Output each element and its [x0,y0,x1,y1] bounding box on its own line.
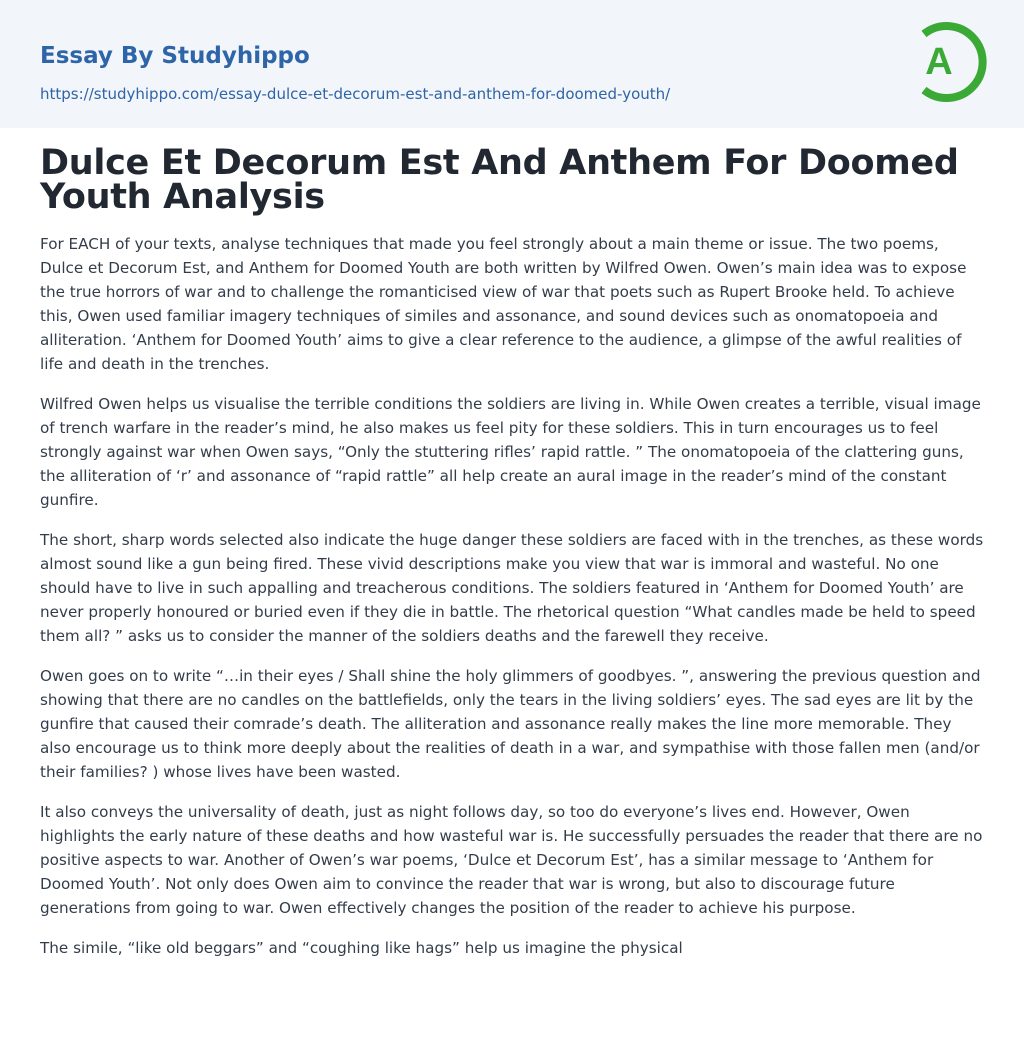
brand-title: Essay By Studyhippo [40,43,310,69]
logo-letter: A [925,41,953,83]
studyhippo-logo-icon[interactable] [912,18,988,106]
paragraph: It also conveys the universality of death, just as night follows day, so too do everyone’s lives end. However, Owen highlights the early nature of these deaths and how wasteful war is. He successfully persuades the reader that there are no positive aspects to war. Another of Owen’s war poems, ‘Dulce et Decorum Est’, has a similar message to ‘Anthem for Doomed Youth’. Not only does Owen aim to convince the reader that war is wrong, but also to discourage future generations from going to war. Owen effectively changes the position of the reader to achieve his purpose. [40,803,983,917]
paragraph: The short, sharp words selected also indicate the huge danger these soldiers are faced with in the trenches, as these words almost sound like a gun being fired. These vivid descriptions make you view that war is immoral and wasteful. No one should have to live in such appalling and treacherous conditions. The soldiers featured in ‘Anthem for Doomed Youth’ are never properly honoured or buried even if they die in battle. The rhetorical question “What candles made be held to speed them all? ” asks us to consider the manner of the soldiers deaths and the farewell they receive. [40,531,984,645]
article [40,143,986,976]
paragraph-truncated: The simile, “like old beggars” and “coughing like hags” help us imagine the physical [40,939,683,957]
paragraph: For EACH of your texts, analyse techniques that made you feel strongly about a main theme or issue. The two poems, Dulce et Decorum Est, and Anthem for Doomed Youth are both written by Wilfred Owen. Owen’s main idea was to expose the true horrors of war and to challenge the romanticised view of war that poets such as Rupert Brooke held. To achieve this, Owen used familiar imagery techniques of similes and assonance, and sound devices such as onomatopoeia and alliteration. ‘Anthem for Doomed Youth’ aims to give a clear reference to the audience, a glimpse of the awful realities of life and death in the trenches. [40,235,967,373]
page-title: Dulce Et Decorum Est And Anthem For Doomed Youth Analysis [40,143,959,217]
paragraph: Owen goes on to write “…in their eyes / Shall shine the holy glimmers of goodbyes. ”, answering the previous question and showing that there are no candles on the battlefields, only the tears in the living soldiers’ eyes. The sad eyes are lit by the gunfire that caused their comrade’s death. The alliteration and assonance really makes the line more memorable. They also encourage us to think more deeply about the realities of death in a war, and sympathise with those fallen men (and/or their families? ) whose lives have been wasted. [40,667,981,781]
source-url-link[interactable]: https://studyhippo.com/essay-dulce-et-decorum-est-and-anthem-for-doomed-youth/ [40,85,671,103]
paragraph: Wilfred Owen helps us visualise the terrible conditions the soldiers are living in. While Owen creates a terrible, visual image of trench warfare in the reader’s mind, he also makes us feel pity for these soldiers. This in turn encourages us to feel strongly against war when Owen says, “Only the stuttering rifles’ rapid rattle. ” The onomatopoeia of the clattering guns, the alliteration of ‘r’ and assonance of “rapid rattle” all help create an aural image in the reader’s mind of the constant gunfire. [40,395,981,509]
site-header [0,0,1024,128]
